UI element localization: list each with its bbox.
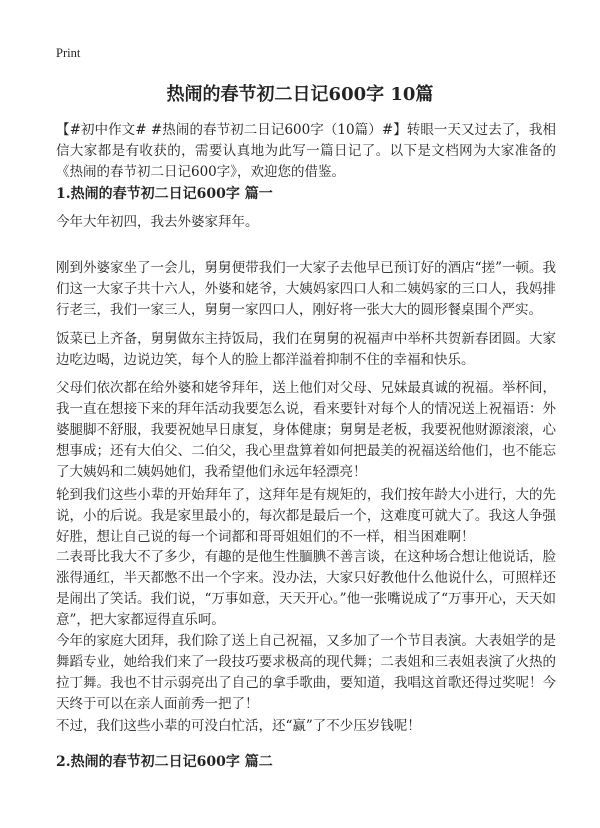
paragraph: 今年的家庭大团拜，我们除了送上自己祝福，又多加了一个节目表演。大表姐学的是舞蹈专业，她给我们来了一段技巧要求极高的现代舞；二表姐和三表姐表演了火热的拉丁舞。我也不甘示弱亮出了自己的拿手歌曲，要知道，我唱这首歌还得过奖呢！今天终于可以在亲人面前秀一把了！ [56,633,556,712]
page-title: 热闹的春节初二日记600字 10篇 [166,84,434,105]
print-link[interactable]: Print [56,46,81,60]
paragraph: 二表哥比我大不了多少，有趣的是他生性腼腆不善言谈，在这种场合想让他说话，脸涨得通红，半天都憋不出一个字来。没办法，大家只好教他什么他说什么，可照样还是闹出了笑话。我们说，“万事如意，天天开心。”他一张嘴说成了“万事开心，天天如意”，把大家都逗得直乐呵。 [56,549,556,628]
paragraph: 饭菜已上齐备，舅舅做东主持饭局，我们在舅舅的祝福声中举杯共贺新春团圆。大家边吃边喝，边说边笑，每个人的脸上都洋溢着抑制不住的幸福和快乐。 [56,331,556,368]
paragraph: 今年大年初四，我去外婆家拜年。 [56,214,259,230]
intro-paragraph: 【#初中作文# #热闹的春节初二日记600字（10篇）#】转眼一天又过去了，我相信大家都是有收获的，需要认真地为此写一篇日记了。以下是文档网为大家准备的《热闹的春节初二日记600字》，欢迎您的借鉴。 [56,122,556,180]
paragraph: 刚到外婆家坐了一会儿，舅舅便带我们一大家子去他早已预订好的酒店“搓”一顿。我们这一大家子共十六人，外婆和姥爷，大姨妈家四口人和二姨妈家的三口人，我妈排行老三，我们一家三人，舅舅一家四口人，刚好将一张大大的圆形餐桌围个严实。 [56,260,556,318]
section-heading-2: 2.热闹的春节初二日记600字 篇二 [56,754,273,770]
paragraph: 不过，我们这些小辈的可没白忙活，还“赢”了不少压岁钱呢！ [56,718,421,734]
paragraph: 父母们依次都在给外婆和姥爷拜年，送上他们对父母、兄妹最真诚的祝福。举杯间，我一直在想接下来的拜年活动我要怎么说，看来要针对每个人的情况送上祝福语：外婆腿脚不舒服，我要祝她早日康复，身体健康；舅舅是老板，我要祝他财源滚滚，心想事成；还有大伯父、二伯父，我心里盘算着如何把最美的祝福送给他们，也不能忘了大姨妈和二姨妈她们，我希望他们永远年轻漂亮！ [56,380,556,480]
paragraph: 轮到我们这些小辈的开始拜年了，这拜年是有规矩的，我们按年龄大小进行，大的先说，小的后说。我是家里最小的，每次都是最后一个，这难度可就大了。我这人争强好胜，想让自己说的每一个词都和哥哥姐姐们的不一样，相当困难啊！ [56,487,556,545]
section-heading-1: 1.热闹的春节初二日记600字 篇一 [56,186,273,202]
